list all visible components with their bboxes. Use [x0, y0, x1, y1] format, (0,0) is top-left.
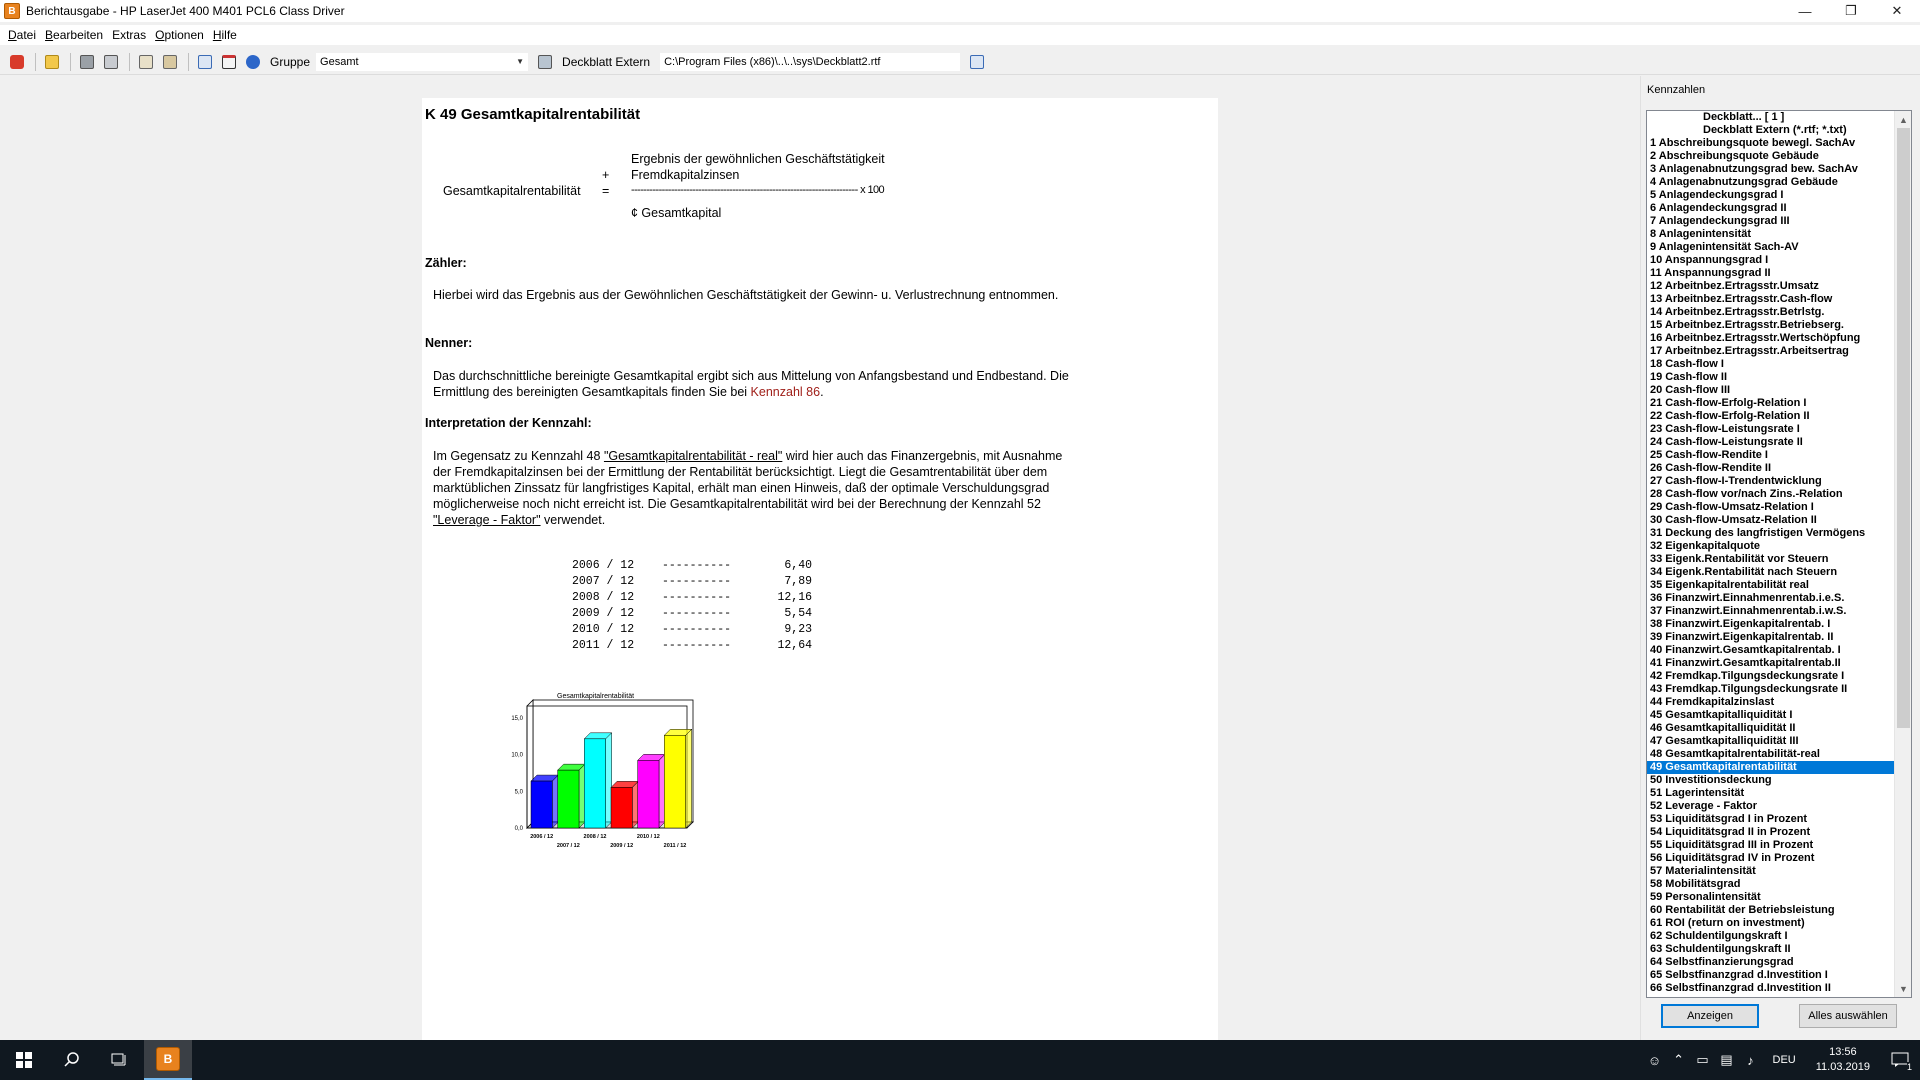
value-period: 2008 / 12	[572, 591, 635, 604]
app-icon: B	[4, 3, 20, 19]
list-item[interactable]: 66 Selbstfinanzgrad d.Investition II	[1650, 982, 1831, 994]
value-dashes: ----------	[662, 575, 732, 588]
bar	[558, 770, 579, 828]
browse-deckblatt-button[interactable]	[966, 51, 988, 73]
x-tick-label: 2006 / 12	[530, 834, 554, 840]
values-row	[572, 622, 812, 638]
x-tick-label: 2011 / 12	[663, 843, 687, 849]
list-item[interactable]: 65 Selbstfinanzgrad d.Investition I	[1650, 969, 1828, 981]
x-tick-label: 2007 / 12	[556, 843, 580, 849]
notification-button[interactable]	[1880, 1040, 1920, 1080]
list-item[interactable]: 43 Fremdkap.Tilgungsdeckungsrate II	[1650, 683, 1848, 695]
nenner-text: Das durchschnittliche bereinigte Gesamtkapital ergibt sich aus Mittelung von Anfangsbestand und Endbestand. Die Ermittlung des bereinigten Gesamtkapitals finden Sie bei	[433, 369, 1069, 399]
x-tick-label: 2008 / 12	[583, 834, 607, 840]
title-bar	[0, 0, 1920, 22]
network-icon[interactable]: ▤	[1720, 1052, 1733, 1067]
clock-date: 11.03.2019	[1815, 1061, 1870, 1073]
list-item[interactable]: 18 Cash-flow I	[1650, 358, 1724, 370]
list-item[interactable]: 44 Fremdkapitalzinslast	[1650, 696, 1775, 708]
stop-icon	[10, 55, 24, 69]
menu-extras[interactable]: Extras	[112, 28, 147, 42]
values-row	[572, 558, 812, 574]
value-dashes: ----------	[662, 623, 732, 636]
list-item[interactable]: 56 Liquiditätsgrad IV in Prozent	[1650, 852, 1815, 864]
x-tick-label: 2009 / 12	[610, 843, 634, 849]
list-item[interactable]: 12 Arbeitnbez.Ertragsstr.Umsatz	[1650, 280, 1819, 292]
list-item[interactable]: 48 Gesamtkapitalrentabilität-real	[1650, 748, 1820, 760]
list-item[interactable]: 19 Cash-flow II	[1650, 371, 1728, 383]
list-item[interactable]: 52 Leverage - Faktor	[1650, 800, 1757, 812]
toolbar-separator	[35, 53, 36, 71]
list-item[interactable]: 30 Cash-flow-Umsatz-Relation II	[1650, 514, 1817, 526]
print-button[interactable]	[76, 51, 98, 73]
value-amount: 12,64	[777, 639, 812, 652]
list-item[interactable]: 2 Abschreibungsquote Gebäude	[1650, 150, 1819, 162]
interpretation-heading: Interpretation der Kennzahl:	[425, 416, 592, 430]
scroll-up-icon[interactable]: ▲	[1899, 114, 1908, 125]
list-item[interactable]: 8 Anlagenintensität	[1650, 228, 1752, 240]
y-tick-label: 5,0	[514, 789, 523, 796]
list-item[interactable]: 27 Cash-flow-I-Trendentwicklung	[1650, 475, 1822, 487]
y-tick-label: 15,0	[511, 716, 523, 722]
document-icon	[970, 55, 984, 69]
bar	[531, 781, 552, 828]
list-item[interactable]: 60 Rentabilität der Betriebsleistung	[1650, 904, 1835, 916]
task-view-button[interactable]	[96, 1040, 144, 1080]
menu-optionen[interactable]: Optionen	[155, 28, 204, 42]
calendar-button[interactable]	[218, 51, 240, 73]
value-amount: 9,23	[784, 623, 812, 636]
language-indicator[interactable]: DEU	[1772, 1054, 1796, 1066]
list-item[interactable]: 61 ROI (return on investment)	[1650, 917, 1805, 929]
list-item[interactable]: 1 Abschreibungsquote bewegl. SachAv	[1650, 137, 1856, 149]
list-item[interactable]: 59 Personalintensität	[1650, 891, 1761, 903]
deckblatt-label: Deckblatt Extern	[562, 54, 651, 69]
value-period: 2010 / 12	[572, 623, 635, 636]
printer-icon	[80, 55, 94, 69]
value-dashes: ----------	[662, 591, 732, 604]
list-item[interactable]: 53 Liquiditätsgrad I in Prozent	[1650, 813, 1808, 825]
notification-count: 1	[1906, 1062, 1912, 1072]
toolbar	[0, 49, 1920, 75]
group-select-value: Gesamt	[320, 55, 359, 68]
group-select[interactable]	[316, 53, 528, 71]
window-controls	[1782, 0, 1920, 22]
document-area[interactable]	[0, 76, 1640, 1040]
bar	[638, 760, 659, 828]
menu-hilfe[interactable]: Hilfe	[212, 28, 237, 42]
help-button[interactable]	[242, 51, 264, 73]
list-item[interactable]: 26 Cash-flow-Rendite II	[1650, 462, 1772, 474]
value-dashes: ----------	[662, 559, 732, 572]
formula-equals: =	[602, 184, 610, 198]
open-button[interactable]	[41, 51, 63, 73]
list-item[interactable]: 13 Arbeitnbez.Ertragsstr.Cash-flow	[1650, 293, 1833, 305]
print-preview-button[interactable]	[100, 51, 122, 73]
formula-numerator-1: Ergebnis der gewöhnlichen Geschäftstätigkeit	[631, 152, 885, 166]
people-icon[interactable]: ☺	[1647, 1052, 1662, 1068]
list-item[interactable]: 15 Arbeitnbez.Ertragsstr.Betriebserg.	[1650, 319, 1844, 331]
clock[interactable]	[1816, 1045, 1870, 1075]
list-item[interactable]: 4 Anlagenabnutzungsgrad Gebäude	[1650, 176, 1838, 188]
calendar-icon	[222, 55, 236, 69]
y-tick-label: 10,0	[511, 752, 523, 759]
list-item[interactable]: 39 Finanzwirt.Eigenkapitalrentab. II	[1650, 631, 1834, 643]
show-button[interactable]: Anzeigen	[1661, 1004, 1759, 1028]
list-item[interactable]: 47 Gesamtkapitalliquidität III	[1650, 735, 1799, 747]
list-scrollbar[interactable]	[1894, 111, 1911, 997]
group-label: Gruppe	[270, 54, 311, 69]
list-item[interactable]: 42 Fremdkap.Tilgungsdeckungsrate I	[1650, 670, 1845, 682]
formula-lhs: Gesamtkapitalrentabilität	[443, 184, 581, 198]
select-all-button[interactable]: Alles auswählen	[1799, 1004, 1897, 1028]
list-item[interactable]: 3 Anlagenabnutzungsgrad bew. SachAv	[1650, 163, 1858, 175]
start-button[interactable]	[0, 1040, 48, 1080]
list-item[interactable]: 20 Cash-flow III	[1650, 384, 1731, 396]
window-title: Berichtausgabe - HP LaserJet 400 M401 PCL6 Class Driver	[26, 4, 345, 18]
formula-plus: +	[602, 168, 610, 182]
value-dashes: ----------	[662, 639, 732, 652]
toolbar-separator	[70, 53, 71, 71]
nenner-paragraph	[433, 368, 1073, 400]
close-button[interactable]: ✕	[1891, 3, 1903, 18]
print-preview-icon	[104, 55, 118, 69]
list-item[interactable]: 62 Schuldentilgungskraft I	[1650, 930, 1788, 942]
list-item[interactable]: 23 Cash-flow-Leistungsrate I	[1650, 423, 1800, 435]
list-item[interactable]: 25 Cash-flow-Rendite I	[1650, 449, 1768, 461]
system-tray	[1643, 1040, 1920, 1080]
kennzahlen-panel	[1640, 76, 1920, 1040]
list-item[interactable]: 40 Finanzwirt.Gesamtkapitalrentab. I	[1650, 644, 1841, 656]
deckblatt-path-value: C:\Program Files (x86)\..\..\sys\Deckblatt2.rtf	[664, 55, 881, 68]
list-item[interactable]: 54 Liquiditätsgrad II in Prozent	[1650, 826, 1811, 838]
help-icon	[246, 55, 260, 69]
list-item[interactable]: 32 Eigenkapitalquote	[1650, 540, 1761, 552]
scrollbar-thumb[interactable]	[1897, 128, 1910, 728]
list-item[interactable]: 6 Anlagendeckungsgrad II	[1650, 202, 1787, 214]
list-item[interactable]: 57 Materialintensität	[1650, 865, 1756, 877]
tools-icon	[163, 55, 177, 69]
value-amount: 7,89	[784, 575, 812, 588]
list-item[interactable]: 55 Liquiditätsgrad III in Prozent	[1650, 839, 1814, 851]
nenner-end: .	[820, 385, 824, 399]
zaehler-heading: Zähler:	[425, 256, 467, 270]
toolbar-separator	[129, 53, 130, 71]
chart-title: Gesamtkapitalrentabilität	[557, 693, 635, 700]
value-period: 2009 / 12	[572, 607, 635, 620]
zaehler-text: Hierbei wird das Ergebnis aus der Gewöhnlichen Geschäftstätigkeit der Gewinn- u. Verlustrechnung entnommen.	[433, 288, 1059, 302]
bar	[611, 787, 632, 828]
list-item[interactable]: 46 Gesamtkapitalliquidität II	[1650, 722, 1796, 734]
task-view-icon	[111, 1053, 129, 1067]
list-item-selected[interactable]: 49 Gesamtkapitalrentabilität	[1647, 761, 1895, 774]
search-button[interactable]	[48, 1040, 96, 1080]
list-item[interactable]: 34 Eigenk.Rentabilität nach Steuern	[1650, 566, 1838, 578]
checkmark-icon	[139, 55, 153, 69]
list-item[interactable]: 36 Finanzwirt.Einnahmenrentab.i.e.S.	[1650, 592, 1845, 604]
x-tick-label: 2010 / 12	[636, 834, 660, 840]
values-row	[572, 638, 812, 654]
list-item[interactable]: 51 Lagerintensität	[1650, 787, 1745, 799]
nenner-heading: Nenner:	[425, 336, 473, 350]
interpretation-paragraph	[433, 448, 1083, 528]
check-button[interactable]	[135, 51, 157, 73]
kennzahl-48-link[interactable]: "Gesamtkapitalrentabilität - real"	[603, 449, 783, 463]
bar	[664, 735, 685, 828]
list-item[interactable]: 14 Arbeitnbez.Ertragsstr.Betrlstg.	[1650, 306, 1825, 318]
values-row	[572, 590, 812, 606]
document-icon	[198, 55, 212, 69]
tools-button[interactable]	[159, 51, 181, 73]
values-table	[572, 558, 812, 654]
kennzahlen-list[interactable]	[1646, 110, 1912, 998]
taskbar-app-berichtausgabe[interactable]	[144, 1040, 192, 1080]
interpretation-text-2: wird hier auch das Finanzergebnis, mit Ausnahme der Fremdkapitalzinsen bei der Ermittlung der Rentabilität berücksichtigt. Liegt die Gesamtrentabilität über dem marktüblichen Zinssatz für langfristiges Kapital, erhält man einen Hinweis, daß der optimale Verschuldungsgrad möglicherweise noch nicht erreicht ist. Die Gesamtkapitalrentabilität wird bei der Berechnung der Kennzahl 52	[433, 449, 1063, 511]
formula-numerator-2: Fremdkapitalzinsen	[631, 168, 740, 182]
folder-icon	[45, 55, 59, 69]
document-button[interactable]	[194, 51, 216, 73]
scroll-down-icon[interactable]: ▼	[1899, 983, 1908, 994]
stop-button[interactable]	[6, 51, 28, 73]
value-amount: 6,40	[784, 559, 812, 572]
formula-line: -------------------------------------------------------------------------- x 100	[631, 184, 885, 196]
list-item[interactable]: 33 Eigenk.Rentabilität vor Steuern	[1650, 553, 1829, 565]
value-dashes: ----------	[662, 607, 732, 620]
search-icon	[64, 1052, 80, 1068]
value-amount: 5,54	[784, 607, 812, 620]
toolbar-separator	[188, 53, 189, 71]
clock-time: 13:56	[1829, 1046, 1857, 1058]
list-item[interactable]: 11 Anspannungsgrad II	[1650, 267, 1771, 279]
list-item[interactable]: 41 Finanzwirt.Gesamtkapitalrentab.II	[1650, 657, 1841, 669]
restore-button[interactable]: ❐	[1845, 3, 1857, 18]
list-item[interactable]: 35 Eigenkapitalrentabilität real	[1650, 579, 1809, 591]
list-item[interactable]: 31 Deckung des langfristigen Vermögens	[1650, 527, 1866, 539]
list-item[interactable]: 29 Cash-flow-Umsatz-Relation I	[1650, 501, 1814, 513]
list-item[interactable]: 21 Cash-flow-Erfolg-Relation I	[1650, 397, 1807, 409]
deckblatt-image-button[interactable]	[534, 51, 556, 73]
list-item[interactable]: 64 Selbstfinanzierungsgrad	[1650, 956, 1794, 968]
list-item[interactable]: Deckblatt Extern (*.rtf; *.txt)	[1703, 124, 1847, 136]
list-item[interactable]: 10 Anspannungsgrad I	[1650, 254, 1769, 266]
list-item[interactable]: 37 Finanzwirt.Einnahmenrentab.i.w.S.	[1650, 605, 1847, 617]
bar-chart	[492, 688, 732, 898]
battery-icon[interactable]: ▭	[1696, 1052, 1709, 1067]
kennzahlen-items	[1647, 111, 1895, 995]
volume-icon[interactable]: ♪	[1747, 1052, 1754, 1068]
value-period: 2006 / 12	[572, 559, 635, 572]
app-icon: B	[156, 1047, 180, 1071]
list-item[interactable]: 16 Arbeitnbez.Ertragsstr.Wertschöpfung	[1650, 332, 1861, 344]
list-item[interactable]: 58 Mobilitätsgrad	[1650, 878, 1741, 890]
chevron-down-icon: ▼	[516, 57, 525, 66]
windows-icon	[16, 1052, 32, 1068]
values-row	[572, 606, 812, 622]
list-item[interactable]: 24 Cash-flow-Leistungsrate II	[1650, 436, 1803, 448]
value-amount: 12,16	[777, 591, 812, 604]
y-tick-label: 0,0	[514, 826, 523, 832]
list-item[interactable]: 9 Anlagenintensität Sach-AV	[1650, 241, 1799, 253]
minimize-button[interactable]: —	[1798, 3, 1812, 19]
chevron-up-icon[interactable]: ⌃	[1673, 1052, 1684, 1067]
kennzahlen-label: Kennzahlen	[1647, 84, 1706, 96]
image-icon	[538, 55, 552, 69]
deckblatt-path-field[interactable]	[660, 53, 960, 71]
bar	[584, 739, 605, 828]
bar-side	[686, 729, 692, 828]
value-period: 2011 / 12	[572, 639, 635, 652]
menu-bar	[0, 25, 1920, 45]
values-row	[572, 574, 812, 590]
value-period: 2007 / 12	[572, 575, 635, 588]
list-item[interactable]: 38 Finanzwirt.Eigenkapitalrentab. I	[1650, 618, 1831, 630]
kennzahl-86-link[interactable]: Kennzahl 86	[750, 385, 821, 399]
list-item[interactable]: 5 Anlagendeckungsgrad I	[1650, 189, 1784, 201]
formula-denominator: ¢ Gesamtkapital	[631, 206, 722, 220]
list-item[interactable]: 17 Arbeitnbez.Ertragsstr.Arbeitsertrag	[1650, 345, 1849, 357]
list-item[interactable]: 45 Gesamtkapitalliquidität I	[1650, 709, 1793, 721]
interpretation-text-1: Im Gegensatz zu Kennzahl 48	[433, 449, 604, 463]
list-item[interactable]: 7 Anlagendeckungsgrad III	[1650, 215, 1790, 227]
kennzahl-52-link[interactable]: "Leverage - Faktor"	[433, 513, 541, 527]
list-item[interactable]: 50 Investitionsdeckung	[1650, 774, 1772, 786]
taskbar	[0, 1040, 1920, 1080]
menu-datei[interactable]: Datei	[8, 28, 37, 42]
report-page	[422, 98, 1218, 1040]
list-item[interactable]: 63 Schuldentilgungskraft II	[1650, 943, 1791, 955]
list-item[interactable]: 22 Cash-flow-Erfolg-Relation II	[1650, 410, 1810, 422]
list-item[interactable]: Deckblatt... [ 1 ]	[1703, 111, 1785, 123]
menu-bearbeiten[interactable]: Bearbeiten	[45, 28, 104, 42]
report-title: K 49 Gesamtkapitalrentabilität	[425, 106, 641, 123]
list-item[interactable]: 28 Cash-flow vor/nach Zins.-Relation	[1650, 488, 1843, 500]
interpretation-text-3: verwendet.	[540, 513, 606, 527]
